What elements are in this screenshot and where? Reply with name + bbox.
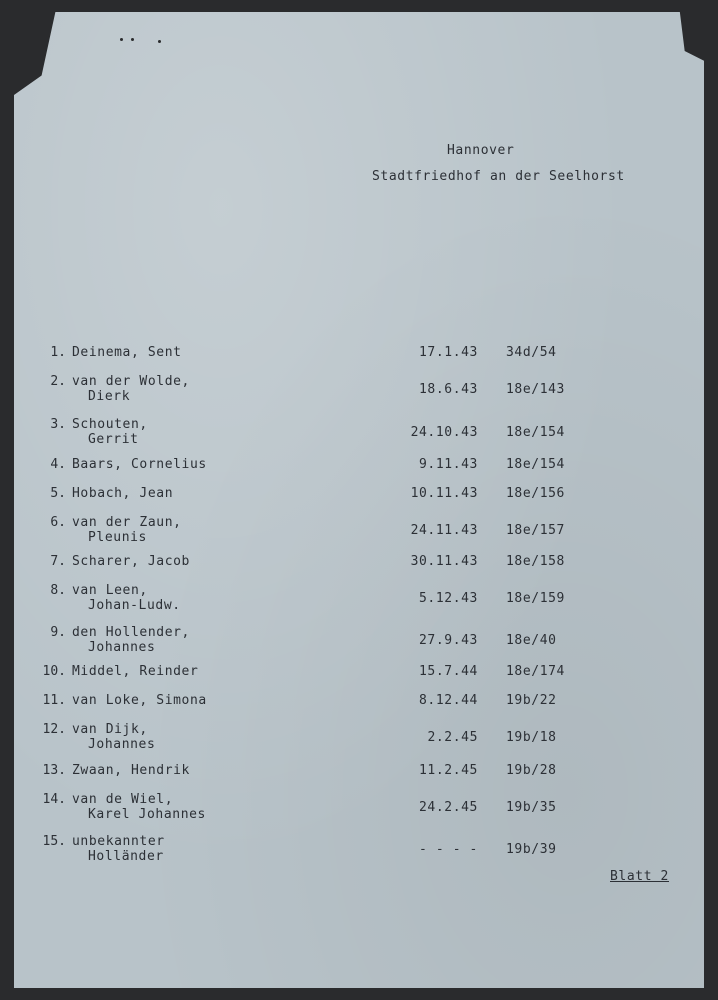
list-item [0, 792, 718, 826]
entry-death-date: 24.2.45 [419, 800, 478, 815]
entry-number: 1. [50, 345, 66, 360]
entry-grave: 18e/40 [506, 633, 557, 648]
list-item [0, 625, 718, 659]
entry-number: 3. [50, 417, 66, 432]
entry-name-cont: Pleunis [88, 530, 147, 545]
entry-name: van der Zaun, [72, 515, 182, 530]
entry-grave: 19b/28 [506, 763, 557, 778]
entry-number: 7. [50, 554, 66, 569]
entry-number: 6. [50, 515, 66, 530]
entry-name: Middel, Reinder [72, 664, 199, 679]
entry-grave: 34d/54 [506, 345, 557, 360]
list-item [0, 515, 718, 549]
entry-grave: 18e/157 [506, 523, 565, 538]
sheet-number: Blatt 2 [610, 869, 669, 884]
entry-name-cont: Gerrit [88, 432, 139, 447]
entry-name: unbekannter [72, 834, 165, 849]
entry-name: van der Wolde, [72, 374, 190, 389]
entry-death-date: 5.12.43 [419, 591, 478, 606]
entry-grave: 19b/35 [506, 800, 557, 815]
cemetery-heading: Stadtfriedhof an der Seelhorst [372, 169, 625, 184]
entry-name: den Hollender, [72, 625, 190, 640]
entry-name: Scharer, Jacob [72, 554, 190, 569]
punch-hole-mark [158, 40, 161, 43]
city-heading: Hannover [447, 143, 515, 158]
entry-name-cont: Dierk [88, 389, 131, 404]
punch-hole-mark [120, 38, 123, 41]
entry-name-cont: Johan-Ludw. [88, 598, 181, 613]
list-item [0, 722, 718, 756]
entry-name: Schouten, [72, 417, 148, 432]
entry-number: 10. [42, 664, 66, 679]
entry-grave: 18e/156 [506, 486, 565, 501]
entry-number: 8. [50, 583, 66, 598]
entry-grave: 19b/39 [506, 842, 557, 857]
list-item [0, 583, 718, 617]
entry-death-date: 8.12.44 [419, 693, 478, 708]
entry-name: Zwaan, Hendrik [72, 763, 190, 778]
entry-number: 4. [50, 457, 66, 472]
entry-number: 5. [50, 486, 66, 501]
entry-name-cont: Holländer [88, 849, 164, 864]
entry-number: 11. [42, 693, 66, 708]
entry-grave: 18e/154 [506, 425, 565, 440]
list-item [0, 834, 718, 868]
entry-name-cont: Johannes [88, 737, 156, 752]
entry-grave: 19b/22 [506, 693, 557, 708]
entry-death-date: 17.1.43 [419, 345, 478, 360]
entry-death-date: 18.6.43 [419, 382, 478, 397]
entry-death-date: - - - - [419, 842, 478, 857]
punch-hole-mark [131, 38, 134, 41]
list-item [0, 374, 718, 408]
entry-name: van Dijk, [72, 722, 148, 737]
entry-number: 13. [42, 763, 66, 778]
entry-number: 12. [42, 722, 66, 737]
entry-death-date: 11.2.45 [419, 763, 478, 778]
entry-death-date: 24.10.43 [410, 425, 478, 440]
entry-name: Hobach, Jean [72, 486, 174, 501]
entry-death-date: 10.11.43 [410, 486, 478, 501]
entry-name-cont: Johannes [88, 640, 156, 655]
list-item [0, 417, 718, 451]
entry-number: 9. [50, 625, 66, 640]
entry-number: 15. [42, 834, 66, 849]
entry-name: van Leen, [72, 583, 148, 598]
entry-number: 14. [42, 792, 66, 807]
entry-death-date: 2.2.45 [427, 730, 478, 745]
entry-death-date: 30.11.43 [410, 554, 478, 569]
entry-name-cont: Karel Johannes [88, 807, 206, 822]
entry-death-date: 24.11.43 [410, 523, 478, 538]
entry-number: 2. [50, 374, 66, 389]
entry-name: Deinema, Sent [72, 345, 182, 360]
entry-death-date: 9.11.43 [419, 457, 478, 472]
entry-grave: 19b/18 [506, 730, 557, 745]
entry-name: van de Wiel, [72, 792, 174, 807]
entry-grave: 18e/143 [506, 382, 565, 397]
entry-grave: 18e/154 [506, 457, 565, 472]
entry-death-date: 15.7.44 [419, 664, 478, 679]
entry-grave: 18e/158 [506, 554, 565, 569]
entry-death-date: 27.9.43 [419, 633, 478, 648]
entry-grave: 18e/174 [506, 664, 565, 679]
entry-name: van Loke, Simona [72, 693, 207, 708]
entry-name: Baars, Cornelius [72, 457, 207, 472]
entry-grave: 18e/159 [506, 591, 565, 606]
